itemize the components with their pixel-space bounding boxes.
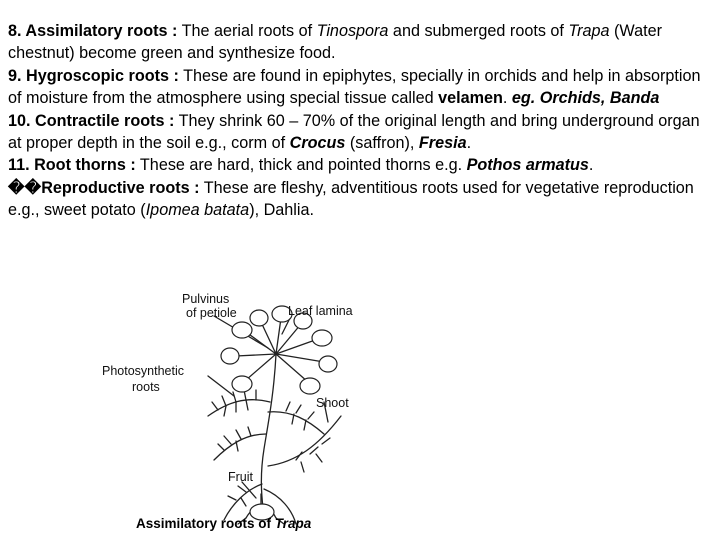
text-block xyxy=(8,20,714,222)
label-pulvinus: Pulvinus xyxy=(182,292,230,306)
item-text: They shrink 60 – 70% of the original length and bring underground organ at proper depth in the soil e.g., corm of xyxy=(8,111,700,153)
item-heading: 9. Hygroscopic roots : xyxy=(8,66,179,85)
item-contractile-roots xyxy=(8,110,714,155)
item-bold-italic: Fresia xyxy=(418,134,467,153)
item-heading: Reproductive roots : xyxy=(41,178,200,197)
item-bold-italic: eg. Orchids, Banda xyxy=(511,89,660,108)
item-bold-italic: Pothos armatus xyxy=(466,156,589,175)
item-text: . xyxy=(588,156,594,175)
trapa-illustration xyxy=(96,284,396,540)
item-root-thorns xyxy=(8,154,714,176)
label-shoot: Shoot xyxy=(316,396,349,410)
figure-caption xyxy=(136,516,311,531)
item-text: These are fleshy, adventitious roots used for vegetative reproduction e.g., sweet potato ( xyxy=(8,178,694,220)
item-assimilatory-roots xyxy=(8,20,714,65)
label-leaf-lamina: Leaf lamina xyxy=(288,304,353,318)
item-italic: Trapa xyxy=(568,22,610,40)
caption-text: Assimilatory roots of xyxy=(136,516,275,531)
item-text: . xyxy=(466,134,472,153)
item-text: These are found in epiphytes, specially in orchids and help in absorption of moisture from the atmosphere using special tissue called xyxy=(8,66,701,108)
item-text: (saffron), xyxy=(345,134,419,153)
label-photosynthetic: Photosynthetic xyxy=(102,364,184,378)
item-text: ), Dahlia. xyxy=(249,201,314,220)
trapa-plant-drawing xyxy=(96,284,396,540)
item-hygroscopic-roots xyxy=(8,65,714,110)
item-text: These are hard, thick and pointed thorns e.g. xyxy=(135,156,467,175)
item-text: and submerged roots of xyxy=(388,22,569,40)
item-heading: 11. Root thorns : xyxy=(8,156,136,175)
item-bold: velamen xyxy=(438,89,503,108)
item-italic: Tinospora xyxy=(316,22,389,40)
item-italic: Ipomea batata xyxy=(145,201,250,220)
item-text: (Water chestnut) become green and synthesize food. xyxy=(8,22,662,63)
item-text: The aerial roots of xyxy=(177,22,317,40)
item-text: . xyxy=(502,89,512,108)
label-fruit: Fruit xyxy=(228,470,253,484)
caption-italic: Trapa xyxy=(274,516,312,531)
item-heading: 8. Assimilatory roots : xyxy=(8,22,178,40)
label-of-petiole: of petiole xyxy=(186,306,237,320)
item-prefix: �� xyxy=(8,178,42,197)
item-bold-italic: Crocus xyxy=(289,134,346,153)
item-reproductive-roots xyxy=(8,177,714,222)
label-roots: roots xyxy=(132,380,160,394)
item-heading: 10. Contractile roots : xyxy=(8,111,175,130)
